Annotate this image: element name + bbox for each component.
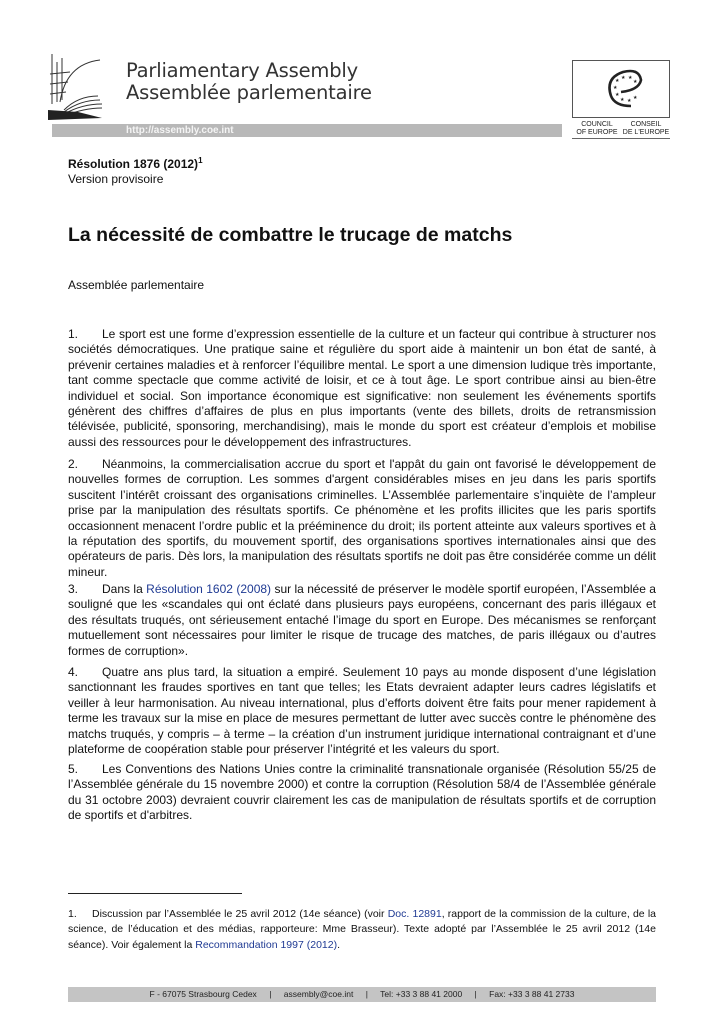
svg-text:★: ★: [633, 95, 638, 101]
paragraph-5: [68, 762, 656, 824]
separator: |: [365, 989, 368, 999]
version-label: Version provisoire: [68, 172, 164, 186]
footer-fax: Fax: +33 3 88 41 2733: [489, 989, 575, 999]
paragraph-text: Néanmoins, la commercialisation accrue du sport et l'appât du gain ont favorisé le développement de nouvelles formes de corruption. Les sommes d'argent considérables mises en jeu dans les paris sportifs suscitent l’intérêt croissant des organisations criminelles. L’Assemblée parlementaire s’inquiète de l’ampleur prise par la manipulation des résultats sportifs. Ce phénomène et les profits illicites que les paris sportifs occasionnent menacent l’ordre public et la prééminence du droit; ils portent atteinte aux valeurs sportives et à la réputation des sportifs, du mouvement sportif, des organisations sportives internationales ainsi que des opérateurs de paris. Dès lors, la manipulation des résultats sportifs ne doit pas être considérée comme un délit mineur.: [68, 457, 656, 579]
paragraph-number: 5.: [68, 762, 79, 776]
paragraph-number: 4.: [68, 665, 79, 679]
recommandation-1997-link[interactable]: Recommandation 1997 (2012): [195, 938, 338, 951]
coe-label-fr-line1: CONSEIL: [630, 121, 662, 128]
footnote-number: 1.: [68, 908, 77, 920]
separator: |: [474, 989, 477, 999]
footer-bar: [68, 987, 656, 1002]
paragraph-1: [68, 327, 656, 450]
svg-text:★: ★: [613, 85, 618, 91]
paragraph-text: Le sport est une forme d’expression essentielle de la culture et un facteur qui contribue à structurer nos sociétés démocratiques. Une pratique saine et régulière du sport aide à maintenir un bon état de santé, à prévenir certaines maladies et à renforcer l’équilibre mental. Le sport a une dimension ludique très importante, tant comme spectacle que comme activité de loisir, et ce à tout âge. Le sport contribue ainsi au bien-être individuel et social. Son importance économique est significative: non seulement les événements sportifs génèrent des chiffres d’affaires de plus en plus importants (vente des billets, droits de retransmission télévisée, publicité, sponsoring, merchandising), mais le monde du sport est créateur d’emplois et mobilise aussi des ressources pour le développement des infrastructures.: [68, 327, 656, 449]
url-bar: [52, 124, 562, 137]
org-name: [126, 60, 372, 104]
resolution-number: [68, 156, 203, 171]
svg-text:★: ★: [620, 97, 625, 103]
paragraph-text: Quatre ans plus tard, la situation a empiré. Seulement 10 pays au monde disposent d’une législation sanctionnant les fraudes sportives en tant que telles; les Etats devraient adapter leurs cadres législatifs et veiller à leur harmonisation. Au niveau international, plus d’efforts doivent être faits pour mener rapidement à terme les travaux sur la mise en place de mesures permettant de lutter avec succès contre le phénomène des matchs truqués, y compris – à terme – la création d’un instrument juridique international contraignant et d’une plateforme de coopération stable pour préserver l’intégrité et les valeurs du sport.: [68, 665, 656, 757]
footnote-text: Discussion par l’Assemblée le 25 avril 2012 (14e séance) (voir: [92, 908, 388, 920]
footer-tel: Tel: +33 3 88 41 2000: [380, 989, 463, 999]
paragraph-text: Les Conventions des Nations Unies contre la criminalité transnationale organisée (Résolution 55/25 de l’Assemblée générale du 15 novembre 2000) et contre la corruption (Résolution 58/4 de l’Assemblée générale du 31 octobre 2003) devraient couvrir clairement les cas de manipulation de résultats sportifs et de corruption de sportifs et d'arbitres.: [68, 762, 656, 823]
coe-label-en-line1: COUNCIL: [581, 121, 613, 128]
assembly-url-link[interactable]: http://assembly.coe.int: [126, 125, 234, 136]
org-name-fr: Assemblée parlementaire: [126, 81, 372, 104]
svg-text:★: ★: [633, 79, 638, 85]
footnote-text: .: [337, 938, 341, 951]
paragraph-number: 2.: [68, 457, 79, 471]
author: Assemblée parlementaire: [68, 278, 205, 292]
svg-text:★: ★: [628, 75, 633, 81]
paragraph-3: [68, 582, 656, 659]
paragraph-4: [68, 665, 656, 757]
svg-text:★: ★: [627, 98, 632, 104]
svg-text:★: ★: [615, 78, 620, 84]
parliamentary-assembly-logo-icon: [48, 52, 104, 122]
paragraph-number: 1.: [68, 327, 79, 341]
page-title: La nécessité de combattre le trucage de matchs: [68, 224, 513, 246]
coe-label-en-line2: OF EUROPE: [576, 129, 618, 136]
paragraph-2: [68, 457, 656, 580]
footnote-text: , rapport de la commission de la culture, de la science, de l’éducation et des médias, rapporteure: Mme Brasseur). Texte adopté par l’Assemblée le 25 avril 2012 (14e séance). Voir également la: [68, 908, 656, 951]
footnote-ref[interactable]: 1: [198, 156, 203, 165]
coe-label-fr-line2: DE L'EUROPE: [622, 129, 670, 136]
separator: |: [269, 989, 272, 999]
footnote: [68, 907, 656, 953]
coe-label-fr: [622, 121, 670, 137]
footer-email-link[interactable]: assembly@coe.int: [283, 989, 354, 999]
coe-label-en: [574, 121, 620, 137]
paragraph-text: Dans la: [102, 582, 147, 596]
footnote-divider: [68, 893, 242, 894]
doc-12891-link[interactable]: Doc. 12891: [387, 908, 442, 920]
resolution-1602-link[interactable]: Résolution 1602 (2008): [146, 582, 272, 596]
paragraph-number: 3.: [68, 582, 79, 596]
council-of-europe-logo: [572, 60, 670, 118]
paragraph-text: sur la nécessité de préserver le modèle sportif européen, l’Assemblée a souligné que les «scandales qui ont éclaté dans plusieurs pays européens, concernant des paris illégaux et des résultats truqués, ont sérieusement entaché l’image du sport en Europe. Des mécanismes se renforçant mutuellement sont nécessaires pour limiter le risque de trucage des matches, de paris illégaux ou d’autres formes de corruption».: [68, 582, 656, 658]
resolution-label: Résolution 1876 (2012): [68, 157, 199, 171]
council-of-europe-logo-icon: [601, 66, 645, 112]
footer-address: F - 67075 Strasbourg Cedex: [149, 989, 257, 999]
divider: [572, 138, 670, 139]
org-name-en: Parliamentary Assembly: [126, 59, 358, 82]
svg-text:★: ★: [621, 75, 626, 81]
svg-text:★: ★: [615, 92, 620, 98]
